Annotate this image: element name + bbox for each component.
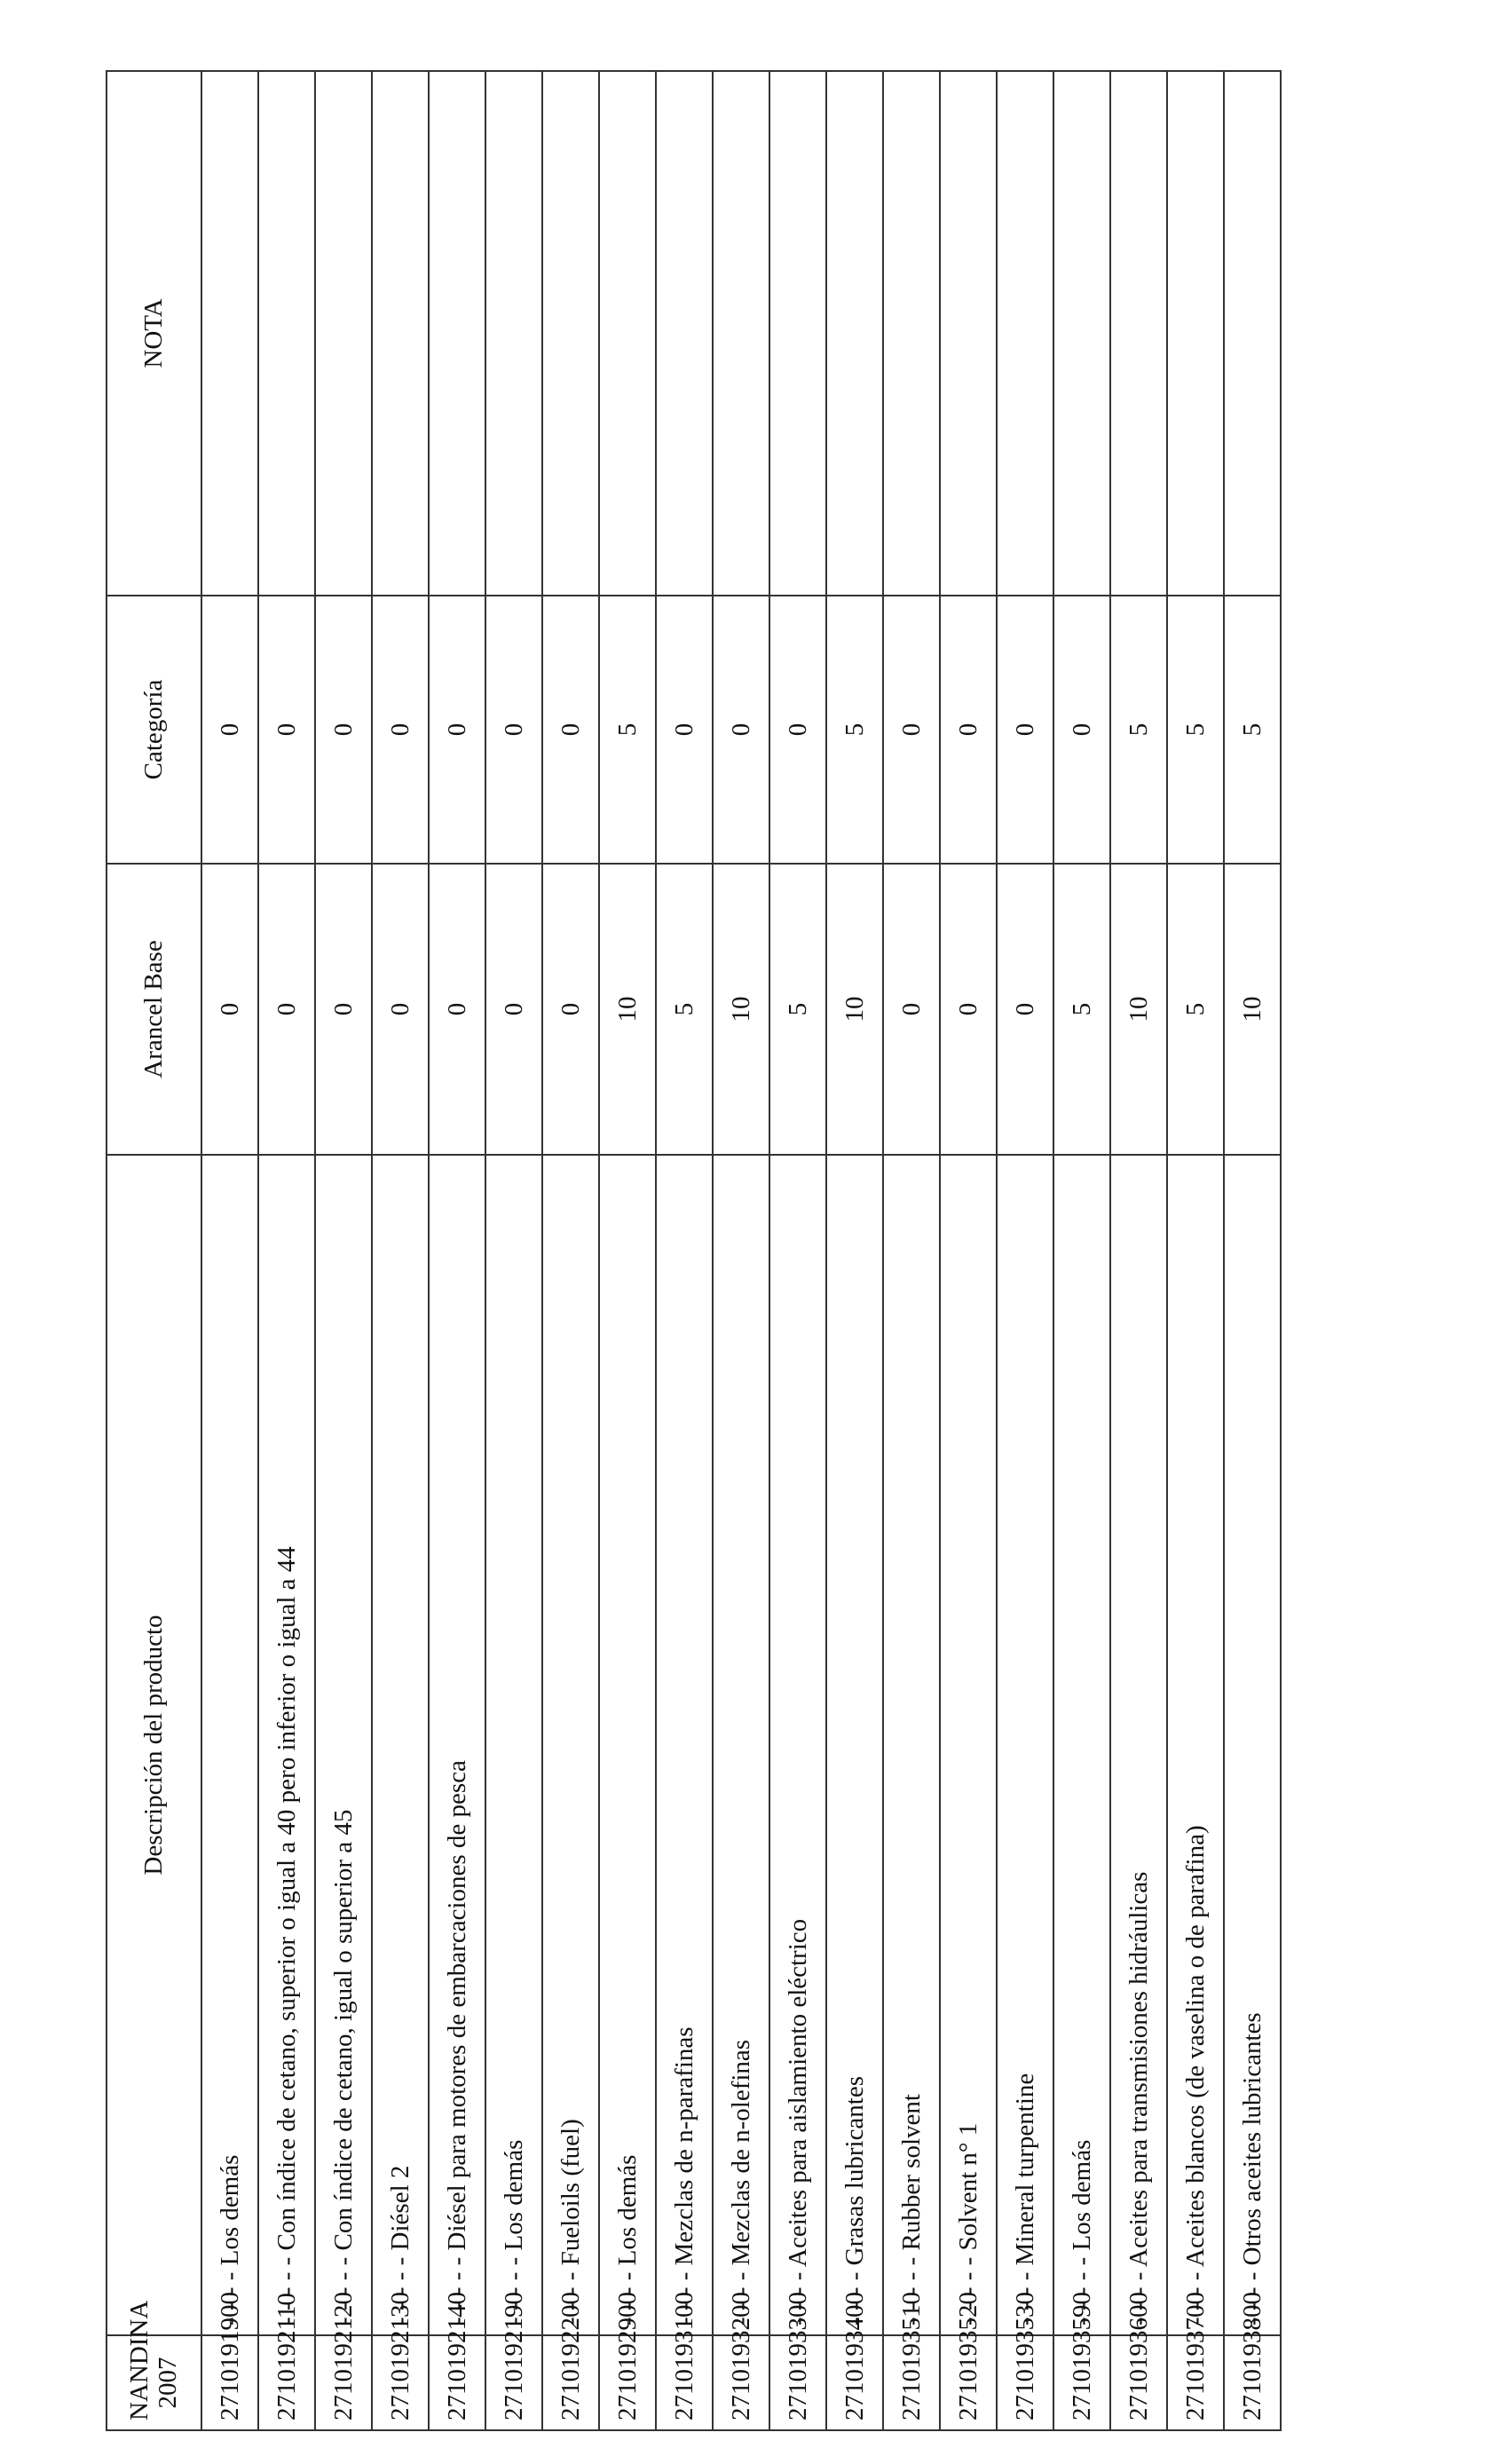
code-cell: 2710193600 (1110, 2335, 1167, 2430)
code-cell: 2710192190 (485, 2335, 542, 2430)
code-cell: 2710193530 (997, 2335, 1053, 2430)
tariff-table (106, 70, 1282, 2431)
table-row (1167, 71, 1224, 2430)
category-cell: 5 (1110, 596, 1167, 864)
header-code (107, 2300, 201, 2430)
table-row (1053, 71, 1110, 2430)
header-category: Categoría (107, 596, 201, 864)
header-note: NOTA (107, 71, 201, 596)
table-row (713, 71, 769, 2430)
description-cell: - - - - Fueloils (fuel) (542, 1155, 599, 2335)
base-tariff-cell: 10 (713, 864, 769, 1155)
table-row (656, 71, 713, 2430)
note-cell (258, 71, 315, 596)
category-cell: 5 (599, 596, 656, 864)
header-code-line1: NANDINA (124, 2300, 154, 2421)
table-row (485, 71, 542, 2430)
table-body (201, 71, 1281, 2430)
description-cell: - - - - Mineral turpentine (997, 1155, 1053, 2335)
header-code-line2: 2007 (153, 2357, 182, 2409)
base-tariff-cell: 0 (940, 864, 997, 1155)
description-cell: - - - - Aceites blancos (de vaselina o de parafina) (1167, 1155, 1224, 2335)
table-row (826, 71, 883, 2430)
description-cell: - - - - - Rubber solvent (883, 1155, 940, 2335)
code-cell: 2710193590 (1053, 2335, 1110, 2430)
table-row (940, 71, 997, 2430)
header-base-tariff: Arancel Base (107, 864, 201, 1155)
description-cell: - - - - Grasas lubricantes (826, 1155, 883, 2335)
base-tariff-cell: 0 (997, 864, 1053, 1155)
base-tariff-cell: 10 (1110, 864, 1167, 1155)
note-cell (315, 71, 372, 596)
description-cell: - - - - Mezclas de n-olefinas (713, 1155, 769, 2335)
category-cell: 0 (997, 596, 1053, 864)
code-cell: 2710193300 (769, 2335, 826, 2430)
description-cell: - - - - - Los demás (1053, 1155, 1110, 2335)
category-cell: 0 (656, 596, 713, 864)
category-cell: 0 (940, 596, 997, 864)
note-cell (940, 71, 997, 596)
base-tariff-cell: 0 (485, 864, 542, 1155)
category-cell: 0 (258, 596, 315, 864)
code-cell: 2710193200 (713, 2335, 769, 2430)
header-description: Descripción del producto (107, 1155, 201, 2335)
table-row (429, 71, 485, 2430)
category-cell: 0 (429, 596, 485, 864)
category-cell: 5 (1224, 596, 1281, 864)
category-cell: 0 (713, 596, 769, 864)
code-cell: 2710193400 (826, 2335, 883, 2430)
code-cell: 2710193520 (940, 2335, 997, 2430)
description-cell: - - - - - Con índice de cetano, igual o superior a 45 (315, 1155, 372, 2335)
category-cell: 5 (1167, 596, 1224, 864)
description-cell: - - - - - Diésel para motores de embarcaciones de pesca (429, 1155, 485, 2335)
note-cell (372, 71, 429, 596)
code-cell: 2710193510 (883, 2335, 940, 2430)
code-cell: 2710192900 (599, 2335, 656, 2430)
base-tariff-cell: 5 (769, 864, 826, 1155)
table-row (258, 71, 315, 2430)
note-cell (201, 71, 258, 596)
table-row (372, 71, 429, 2430)
category-cell: 0 (201, 596, 258, 864)
note-cell (1110, 71, 1167, 596)
code-cell: 2710192200 (542, 2335, 599, 2430)
code-cell: 2710192120 (315, 2335, 372, 2430)
code-cell: 2710193100 (656, 2335, 713, 2430)
description-cell: - - - - - Con índice de cetano, superior o igual a 40 pero inferior o igual a 44 (258, 1155, 315, 2335)
table-row (883, 71, 940, 2430)
note-cell (1167, 71, 1224, 596)
base-tariff-cell: 10 (826, 864, 883, 1155)
code-cell: 2710192140 (429, 2335, 485, 2430)
base-tariff-cell: 0 (883, 864, 940, 1155)
category-cell: 0 (485, 596, 542, 864)
note-cell (1053, 71, 1110, 596)
base-tariff-cell: 5 (1167, 864, 1224, 1155)
table-row (201, 71, 258, 2430)
category-cell: 0 (315, 596, 372, 864)
description-cell: - - - - Otros aceites lubricantes (1224, 1155, 1281, 2335)
note-cell (485, 71, 542, 596)
code-cell: 2710191900 (201, 2335, 258, 2430)
note-cell (429, 71, 485, 596)
table-row (315, 71, 372, 2430)
table-row (599, 71, 656, 2430)
table-row (542, 71, 599, 2430)
table-row (1110, 71, 1167, 2430)
header-row (107, 71, 201, 2430)
base-tariff-cell: 0 (258, 864, 315, 1155)
description-cell: - - - - Aceites para transmisiones hidráulicas (1110, 1155, 1167, 2335)
base-tariff-cell: 10 (1224, 864, 1281, 1155)
base-tariff-cell: 0 (201, 864, 258, 1155)
table-row (997, 71, 1053, 2430)
note-cell (656, 71, 713, 596)
description-cell: - - - - Los demás (201, 1155, 258, 2335)
category-cell: 0 (1053, 596, 1110, 864)
note-cell (826, 71, 883, 596)
note-cell (1224, 71, 1281, 596)
category-cell: 0 (372, 596, 429, 864)
code-cell: 2710193800 (1224, 2335, 1281, 2430)
table-row (769, 71, 826, 2430)
note-cell (599, 71, 656, 596)
category-cell: 5 (826, 596, 883, 864)
description-cell: - - - - - Los demás (485, 1155, 542, 2335)
category-cell: 0 (542, 596, 599, 864)
description-cell: - - - - - Diésel 2 (372, 1155, 429, 2335)
base-tariff-cell: 0 (315, 864, 372, 1155)
note-cell (542, 71, 599, 596)
base-tariff-cell: 0 (542, 864, 599, 1155)
base-tariff-cell: 0 (372, 864, 429, 1155)
note-cell (997, 71, 1053, 596)
note-cell (769, 71, 826, 596)
code-cell: 2710192130 (372, 2335, 429, 2430)
code-cell: 2710192110 (258, 2335, 315, 2430)
category-cell: 0 (883, 596, 940, 864)
table-row (1224, 71, 1281, 2430)
base-tariff-cell: 0 (429, 864, 485, 1155)
description-cell: - - - - Mezclas de n-parafinas (656, 1155, 713, 2335)
note-cell (883, 71, 940, 596)
description-cell: - - - - Aceites para aislamiento eléctrico (769, 1155, 826, 2335)
category-cell: 0 (769, 596, 826, 864)
base-tariff-cell: 5 (656, 864, 713, 1155)
base-tariff-cell: 5 (1053, 864, 1110, 1155)
description-cell: - - - - - Solvent n° 1 (940, 1155, 997, 2335)
description-cell: - - - - Los demás (599, 1155, 656, 2335)
base-tariff-cell: 10 (599, 864, 656, 1155)
note-cell (713, 71, 769, 596)
code-cell: 2710193700 (1167, 2335, 1224, 2430)
